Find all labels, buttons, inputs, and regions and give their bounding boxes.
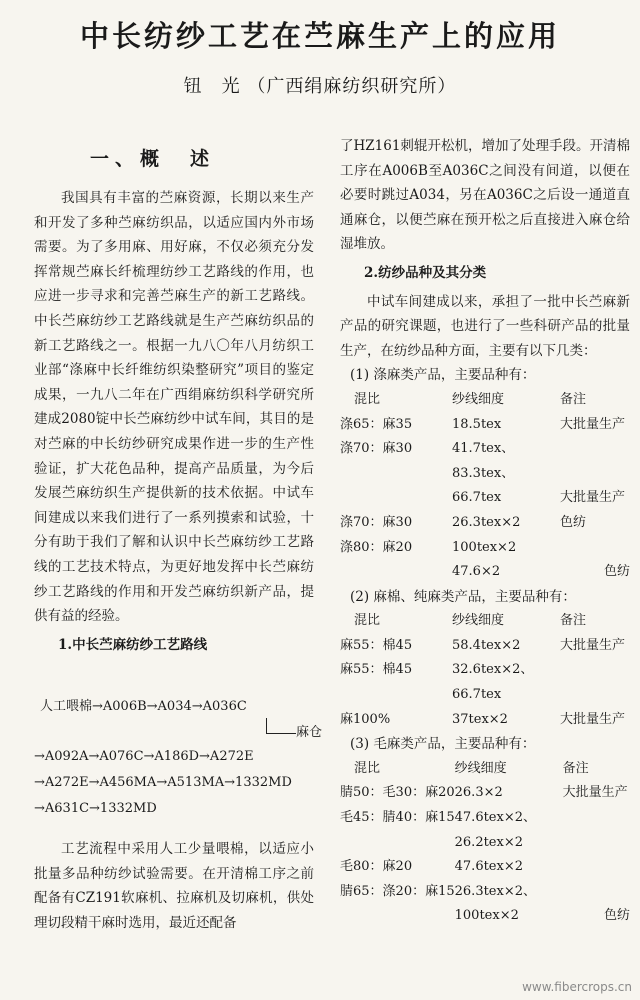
table-cell: 26.3×2	[454, 785, 503, 801]
table-cell: 毛45：腈40：麻15	[340, 810, 455, 826]
intro-paragraph: 我国具有丰富的苎麻资源，长期以来生产和开发了多种苎麻纺织品，以适应国内外市场需要。为了多用麻、用好麻，不仅必须充分发挥常规苎麻长纤梳理纺纱工艺路线的作用，也应进一步寻求和完善苎麻生产的新工艺路线。中长苎麻纺纱工艺路线就是生产苎麻纺织品的新工艺路线之一。根据一九八〇年八月纺织工业部“涤麻中长纤维纺织染整研究”项目的鉴定成果，一九八二年在广西绢麻纺织科学研究所建成2080锭中长苎麻纺纱中试车间，其目的是对苎麻的中长纺纱研究成果作进一步的生产性验证，扩大花色品种，提高产品质量，为今后发展苎麻纺织生产提供新的技术依据。中试车间建成以来我们进行了一系列摸索和试验，十分有助于我们了解和认识中长苎麻纺纱工艺路线的工艺技术特点，为更好地发挥中长苎麻纺纱工艺路线的作用和开发苎麻纺织新产品，提供有益的经验。	[34, 190, 314, 625]
product-intro-paragraph: 中试车间建成以来，承担了一批中长苎麻新产品的研究课题，也进行了一些科研产品的批量生产，在纺纱品种方面，主要有以下几类：	[340, 293, 630, 359]
table-cell: 26.3tex×2	[452, 514, 521, 530]
column-header: 备注	[560, 391, 587, 407]
column-header: 备注	[560, 613, 587, 629]
table-cell: 47.6×2	[452, 564, 501, 580]
column-header: 混比	[354, 613, 381, 629]
column-header: 混比	[354, 760, 381, 776]
right-column	[340, 134, 630, 929]
table-cell: 腈65：涤20：麻15	[340, 883, 455, 899]
table-cell: 色纺	[603, 908, 630, 924]
table-cell: 麻55：棉45	[340, 637, 413, 653]
table-cell	[340, 560, 452, 585]
flow-line-3: →A272E→A456MA→A513MA→1332MD	[34, 775, 292, 791]
table-cell	[560, 683, 630, 708]
table-cell: 100tex×2	[454, 908, 519, 924]
column-header: 纱线细度	[452, 613, 505, 629]
table-cell: 毛80：麻20	[340, 859, 413, 875]
table-cell	[563, 855, 630, 880]
column-header: 混比	[354, 391, 381, 407]
table-row	[340, 880, 630, 905]
table-cell: 47.6tex×2	[454, 859, 523, 875]
product-table	[340, 388, 630, 585]
table-cell: 18.5tex	[452, 416, 502, 432]
table-cell: 58.4tex×2	[452, 637, 521, 653]
table-row	[340, 904, 630, 929]
flow-branch-connector	[266, 718, 267, 733]
table-row	[340, 683, 630, 708]
product-groups	[340, 363, 630, 929]
byline	[0, 72, 640, 98]
product-group-heading: (1) 涤麻类产品，主要品种有：	[350, 367, 536, 384]
process-flow-diagram	[34, 661, 323, 837]
table-cell: 腈50：毛30：麻20	[340, 785, 455, 801]
table-cell	[340, 683, 452, 708]
table-cell: 37tex×2	[452, 711, 508, 727]
article-title: 中长纺纱工艺在苎麻生产上的应用	[79, 19, 560, 53]
table-row	[340, 855, 630, 880]
table-cell: 大批量生产	[560, 490, 626, 506]
table-cell: 26.3tex×2、	[454, 883, 536, 899]
product-table	[340, 609, 630, 732]
table-row	[340, 462, 630, 487]
flow-branch-line	[266, 733, 296, 734]
table-cell	[563, 880, 630, 905]
table-cell	[560, 536, 630, 561]
flow-line-4: →A631C→1332MD	[34, 801, 157, 817]
table-cell: 涤70：麻30	[340, 514, 413, 530]
watermark: www.fibercrops.cn	[522, 980, 632, 994]
continued-paragraph: 了HZ161刺辊开松机，增加了处理手段。开清棉工序在A006B至A036C之间没有间道，以便在必要时跳过A034，另在A036C之后设一通道直通麻仓，以便苎麻在预开松之后直接进入麻仓给湿堆放。	[340, 138, 630, 253]
table-header-row	[340, 757, 630, 782]
table-cell: 41.7tex、	[452, 441, 515, 457]
product-group-heading: (2) 麻棉、纯麻类产品，主要品种有：	[350, 588, 576, 605]
table-row	[340, 634, 630, 659]
table-header-row	[340, 609, 630, 634]
table-row	[340, 486, 630, 511]
table-row	[340, 831, 630, 856]
table-row	[340, 806, 630, 831]
table-header-row	[340, 388, 630, 413]
table-cell: 47.6tex×2、	[454, 810, 536, 826]
author-affiliation: （广西绢麻纺织研究所）	[247, 76, 457, 97]
table-cell: 涤70：麻30	[340, 441, 413, 457]
table-row	[340, 413, 630, 438]
table-cell: 麻55：棉45	[340, 662, 413, 678]
table-cell: 麻100%	[340, 711, 391, 727]
table-cell	[340, 904, 455, 929]
table-cell: 涤80：麻20	[340, 539, 413, 555]
table-cell	[560, 658, 630, 683]
process-paragraph: 工艺流程中采用人工少量喂棉，以适应小批量多品种纺纱试验需要。在开清棉工序之前配备有CZ191软麻机、拉麻机及切麻机，供处理切段精干麻时选用，最近还配备	[34, 841, 314, 932]
flow-branch-label: 麻仓	[296, 725, 323, 741]
table-row	[340, 511, 630, 536]
table-cell: 大批量生产	[562, 785, 628, 801]
subsection-heading-2: 2.纺纱品种及其分类	[364, 264, 487, 281]
table-cell	[563, 806, 630, 831]
column-header: 纱线细度	[454, 760, 507, 776]
author-name: 钮 光	[183, 76, 241, 97]
table-cell: 32.6tex×2、	[452, 662, 534, 678]
table-cell: 涤65：麻35	[340, 416, 413, 432]
flow-line-1: 人工喂棉→A006B→A034→A036C	[40, 699, 247, 715]
table-cell	[560, 437, 630, 462]
product-group-heading: (3) 毛麻类产品，主要品种有：	[350, 736, 536, 753]
table-cell: 大批量生产	[560, 416, 626, 432]
table-row	[340, 536, 630, 561]
table-cell	[340, 462, 452, 487]
flow-line-2: →A092A→A076C→A186D→A272E	[34, 749, 254, 765]
table-row	[340, 658, 630, 683]
table-cell: 26.2tex×2	[454, 834, 523, 850]
table-cell: 大批量生产	[560, 637, 626, 653]
table-row	[340, 781, 630, 806]
table-row	[340, 708, 630, 733]
table-cell: 66.7tex	[452, 687, 502, 703]
column-header: 纱线细度	[452, 391, 505, 407]
table-row	[340, 560, 630, 585]
table-cell: 色纺	[603, 564, 630, 580]
subsection-heading: 1.中长苎麻纺纱工艺路线	[58, 636, 208, 653]
table-row	[340, 437, 630, 462]
product-table	[340, 757, 630, 929]
table-cell: 66.7tex	[452, 490, 502, 506]
table-cell	[340, 486, 452, 511]
section-heading: 一、概 述	[90, 148, 216, 170]
table-cell	[340, 831, 455, 856]
column-header: 备注	[562, 760, 589, 776]
table-cell: 100tex×2	[452, 539, 517, 555]
left-column	[34, 132, 323, 936]
table-cell: 色纺	[560, 514, 587, 530]
table-cell: 83.3tex、	[452, 465, 515, 481]
table-cell	[563, 831, 630, 856]
table-cell	[560, 462, 630, 487]
table-cell: 大批量生产	[560, 711, 626, 727]
